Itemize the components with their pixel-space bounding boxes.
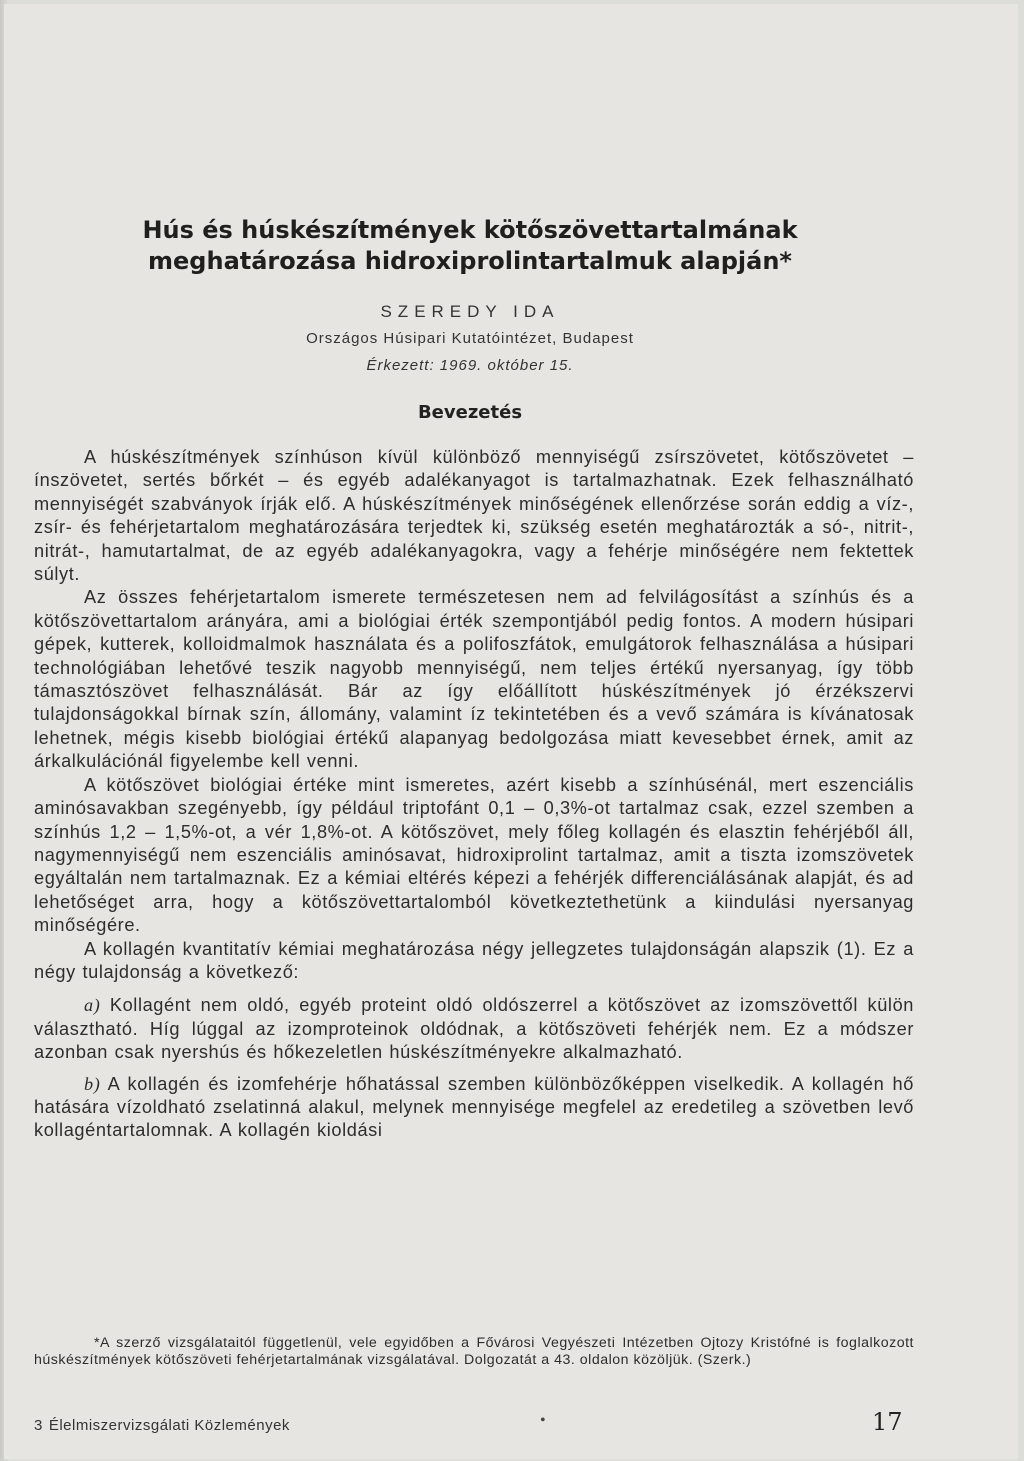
- list-marker: a): [84, 995, 101, 1016]
- body-paragraph: A húskészítmények színhúson kívül különböző mennyiségű zsírszövetet, kötőszövetet – ínszövetet, sertés bőrkét – és egyéb adalékanyagot is tartalmazhatnak. Ezek felhasználható mennyiségét szabványok írják elő. A húskészítmények minőségének ellenőrzése során eddig a víz-, zsír- és fehérjetartalom meghatározására terjedtek ki, szükség esetén meghatározták a só-, nitrit-, nitrát-, hamutartalmat, de az egyéb adalékanyagokra, vagy a fehérje minőségére nem fektettek súlyt.: [34, 447, 914, 585]
- article-title-line-2: meghatározása hidroxiprolintartalmuk alapján*: [148, 247, 792, 275]
- author-affiliation: Országos Húsipari Kutatóintézet, Budapest: [306, 330, 634, 347]
- list-item-text: Kollagént nem oldó, egyéb proteint oldó oldószerrel a kötőszövet az izomszövettől külön választható. Híg lúggal az izomproteinok oldódnak, a kötőszöveti fehérjék nem. Ez a módszer azonban csak nyershús és hőkezeletlen húskészítményekre alkalmazható.: [34, 995, 915, 1063]
- list-item: [34, 1073, 914, 1143]
- body-paragraph: A kollagén kvantitatív kémiai meghatározása négy jellegzetes tulajdonságán alapszik (1). Ez a négy tulajdonság a következő:: [34, 938, 914, 982]
- article-author: SZEREDY IDA: [380, 302, 560, 321]
- running-footer: [34, 1417, 290, 1434]
- journal-name: Élelmiszervizsgálati Közlemények: [48, 1417, 290, 1434]
- issue-number: 3: [34, 1417, 43, 1434]
- list-marker: b): [84, 1073, 101, 1094]
- section-heading: Bevezetés: [417, 402, 523, 423]
- footnote: *A szerző vizsgálataitól függetlenül, vele egyidőben a Fővárosi Vegyészeti Intézetben Ojtozy Kristófné is foglalkozott húskészítmények kötőszöveti fehérjetartalmának vizsgálatával. Dolgozatát a 43. oldalon közöljük. (Szerk.): [34, 1335, 914, 1368]
- article-title: [0, 215, 940, 277]
- body-paragraph: Az összes fehérjetartalom ismerete természetesen nem ad felvilágosítást a színhús és a kötőszövettartalom arányára, ami a biológiai érték szempontjából pedig fontos. A modern húsipari gépek, kutterek, kolloidmalmok használata és a polifoszfátok, emulgátorok felhasználása a húsipari technológiában lehetővé teszik nagyobb mennyiségű, nem teljes értékű nyersanyag, így több támasztószövet felhasználását. Bár az így előállított húskészítmények jó érzékszervi tulajdonságokkal bírnak szín, állomány, valamint íz tekintetében és a vevő számára is kívánatosak lehetnek, mégis kisebb biológiai értékű alapanyag bedolgozása miatt kevesebbet érnek, amit az árkalkulációnál figyelembe kell venni.: [34, 587, 914, 772]
- list-item: [34, 994, 914, 1064]
- article-body: [34, 446, 914, 1143]
- body-paragraph: A kötőszövet biológiai értéke mint ismeretes, azért kisebb a színhúsénál, mert eszenciális aminósavakban szegényebb, így például triptofánt 0,1 – 0,3%-ot tartalmaz csak, ezzel szemben a színhús 1,2 – 1,5%-ot, a vér 1,8%-ot. A kötőszövet, mely főleg kollagén és elasztin fehérjéből áll, nagymennyiségű nem eszenciális aminósavat, hidroxiprolint tartalmaz, amit a tiszta izomszövetek egyáltalán nem tartalmaznak. Ez a kémiai eltérés képezi a fehérjék differenciálásának alapját, és ad lehetőséget arra, hogy a kötőszövettartalomból következtethetünk a kiindulási nyersanyag minőségére.: [34, 774, 914, 936]
- footer-mark: •: [540, 1412, 546, 1429]
- received-date: Érkezett: 1969. október 15.: [366, 357, 574, 374]
- list-item-text: A kollagén és izomfehérje hőhatással szemben különbözőképpen viselkedik. A kollagén hő hatására vízoldható zselatinná alakul, melynek mennyisége megfelel az eredetileg a szövetben levő kollagéntartalomnak. A kollagén kioldási: [34, 1073, 914, 1141]
- article-title-line-1: Hús és húskészítmények kötőszövettartalmának: [142, 216, 798, 244]
- page-number: 17: [872, 1408, 903, 1436]
